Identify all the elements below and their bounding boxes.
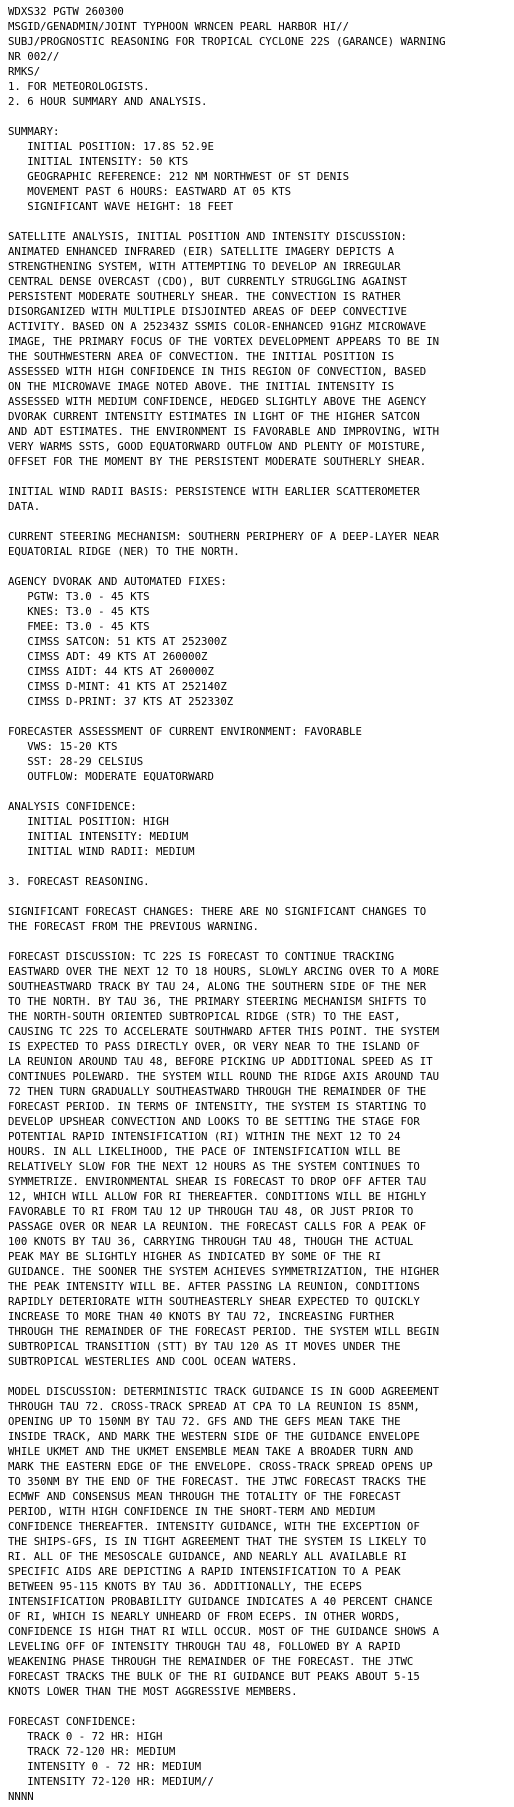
document-line: LA REUNION AROUND TAU 48, BEFORE PICKING UP ADDITIONAL SPEED AS IT — [8, 1055, 433, 1068]
document-line: FMEE: T3.0 - 45 KTS — [8, 620, 150, 633]
document-line: ASSESSED WITH HIGH CONFIDENCE IN THIS REGION OF CONVECTION, BASED — [8, 365, 427, 378]
document-line — [8, 1369, 512, 1384]
document-line: RMKS/ — [8, 65, 41, 78]
document-line: CONTINUES POLEWARD. THE SYSTEM WILL ROUND THE RIDGE AXIS AROUND TAU — [8, 1070, 440, 1083]
document-line: THE FORECAST FROM THE PREVIOUS WARNING. — [8, 920, 259, 933]
document-line: WDXS32 PGTW 260300 — [8, 5, 124, 18]
document-line: THE NORTH-SOUTH ORIENTED SUBTROPICAL RIDGE (STR) TO THE EAST, — [8, 1010, 401, 1023]
document-line — [8, 469, 512, 484]
document-line: RI. ALL OF THE MESOSCALE GUIDANCE, AND NEARLY ALL AVAILABLE RI — [8, 1550, 407, 1563]
document-line: INITIAL WIND RADII BASIS: PERSISTENCE WITH EARLIER SCATTEROMETER — [8, 485, 420, 498]
document-line: CIMSS AIDT: 44 KTS AT 260000Z — [8, 665, 214, 678]
document-line: SOUTHEASTWARD TRACK BY TAU 24, ALONG THE SOUTHERN SIDE OF THE NER — [8, 980, 427, 993]
document-line: MOVEMENT PAST 6 HOURS: EASTWARD AT 05 KTS — [8, 185, 292, 198]
document-line: NR 002// — [8, 50, 60, 63]
document-line: INITIAL POSITION: 17.8S 52.9E — [8, 140, 214, 153]
document-line: BETWEEN 95-115 KNOTS BY TAU 36. ADDITIONALLY, THE ECEPS — [8, 1580, 362, 1593]
document-line: INITIAL WIND RADII: MEDIUM — [8, 845, 195, 858]
document-line: 1. FOR METEOROLOGISTS. — [8, 80, 150, 93]
document-line: THE SOUTHWESTERN AREA OF CONVECTION. THE INITIAL POSITION IS — [8, 350, 395, 363]
document-line: POTENTIAL RAPID INTENSIFICATION (RI) WITHIN THE NEXT 12 TO 24 — [8, 1130, 401, 1143]
document-line: 12, WHICH WILL ALLOW FOR RI THEREAFTER. CONDITIONS WILL BE HIGHLY — [8, 1190, 427, 1203]
document-line — [8, 784, 512, 799]
document-line: SIGNIFICANT FORECAST CHANGES: THERE ARE NO SIGNIFICANT CHANGES TO — [8, 905, 427, 918]
document-line: THE PEAK INTENSITY WILL BE. AFTER PASSING LA REUNION, CONDITIONS — [8, 1280, 420, 1293]
document-line: OUTFLOW: MODERATE EQUATORWARD — [8, 770, 214, 783]
document-line: VERY WARMS SSTS, GOOD EQUATORWARD OUTFLOW AND PLENTY OF MOISTURE, — [8, 440, 427, 453]
document-line: CONFIDENCE THEREAFTER. INTENSITY GUIDANCE, WITH THE EXCEPTION OF — [8, 1520, 420, 1533]
document-line: CENTRAL DENSE OVERCAST (CDO), BUT CURRENTLY STRUGGLING AGAINST — [8, 275, 407, 288]
document-line: CIMSS D-PRINT: 37 KTS AT 252330Z — [8, 695, 234, 708]
document-line: GEOGRAPHIC REFERENCE: 212 NM NORTHWEST OF ST DENIS — [8, 170, 350, 183]
document-line: SYMMETRIZE. ENVIRONMENTAL SHEAR IS FORECAST TO DROP OFF AFTER TAU — [8, 1175, 427, 1188]
document-line: WHILE UKMET AND THE UKMET ENSEMBLE MEAN TAKE A BROADER TURN AND — [8, 1445, 414, 1458]
document-line: TO 350NM BY THE END OF THE FORECAST. THE JTWC FORECAST TRACKS THE — [8, 1475, 427, 1488]
document-line: INTENSITY 0 - 72 HR: MEDIUM — [8, 1760, 202, 1773]
document-line: THE SHIPS-GFS, IS IN TIGHT AGREEMENT THAT THE SYSTEM IS LIKELY TO — [8, 1535, 427, 1548]
document-line: INITIAL INTENSITY: 50 KTS — [8, 155, 189, 168]
document-line: IS EXPECTED TO PASS DIRECTLY OVER, OR VERY NEAR TO THE ISLAND OF — [8, 1040, 420, 1053]
document-line: ANALYSIS CONFIDENCE: — [8, 800, 137, 813]
warning-text-document — [8, 4, 512, 1804]
document-line: SIGNIFICANT WAVE HEIGHT: 18 FEET — [8, 200, 234, 213]
document-line: HOURS. IN ALL LIKELIHOOD, THE PACE OF INTENSIFICATION WILL BE — [8, 1145, 401, 1158]
document-line: TRACK 72-120 HR: MEDIUM — [8, 1745, 176, 1758]
document-line — [8, 214, 512, 229]
document-line: VWS: 15-20 KTS — [8, 740, 118, 753]
document-line — [8, 1699, 512, 1714]
document-line: SUBTROPICAL TRANSITION (STT) BY TAU 120 AS IT MOVES UNDER THE — [8, 1340, 401, 1353]
document-line: ACTIVITY. BASED ON A 252343Z SSMIS COLOR-ENHANCED 91GHZ MICROWAVE — [8, 320, 427, 333]
document-line: SUBTROPICAL WESTERLIES AND COOL OCEAN WATERS. — [8, 1355, 298, 1368]
document-line: NNNN — [8, 1790, 34, 1803]
document-line: THROUGH TAU 72. CROSS-TRACK SPREAD AT CPA TO LA REUNION IS 85NM, — [8, 1400, 420, 1413]
document-line: OFFSET FOR THE MOMENT BY THE PERSISTENT MODERATE SOUTHERLY SHEAR. — [8, 455, 427, 468]
document-line: MSGID/GENADMIN/JOINT TYPHOON WRNCEN PEARL HARBOR HI// — [8, 20, 350, 33]
document-line: PGTW: T3.0 - 45 KTS — [8, 590, 150, 603]
document-line — [8, 859, 512, 874]
document-line: IMAGE, THE PRIMARY FOCUS OF THE VORTEX DEVELOPMENT APPEARS TO BE IN — [8, 335, 440, 348]
document-line: RAPIDLY DETERIORATE WITH SOUTHEASTERLY SHEAR EXPECTED TO QUICKLY — [8, 1295, 420, 1308]
document-line: LEVELING OFF OF INTENSITY THROUGH TAU 48, FOLLOWED BY A RAPID — [8, 1640, 401, 1653]
document-line: ASSESSED WITH MEDIUM CONFIDENCE, HEDGED SLIGHTLY ABOVE THE AGENCY — [8, 395, 427, 408]
document-line: KNES: T3.0 - 45 KTS — [8, 605, 150, 618]
document-line: OF RI, WHICH IS NEARLY UNHEARD OF FROM ECEPS. IN OTHER WORDS, — [8, 1610, 401, 1623]
document-line: AGENCY DVORAK AND AUTOMATED FIXES: — [8, 575, 227, 588]
document-line — [8, 889, 512, 904]
document-line: 72 THEN TURN GRADUALLY SOUTHEASTWARD THROUGH THE REMAINDER OF THE — [8, 1085, 427, 1098]
document-line: INITIAL POSITION: HIGH — [8, 815, 169, 828]
document-line — [8, 559, 512, 574]
document-line: THROUGH THE REMAINDER OF THE FORECAST PERIOD. THE SYSTEM WILL BEGIN — [8, 1325, 440, 1338]
document-line: CIMSS ADT: 49 KTS AT 260000Z — [8, 650, 208, 663]
document-line: EASTWARD OVER THE NEXT 12 TO 18 HOURS, SLOWLY ARCING OVER TO A MORE — [8, 965, 440, 978]
document-line: DVORAK CURRENT INTENSITY ESTIMATES IN LIGHT OF THE HIGHER SATCON — [8, 410, 420, 423]
document-line: AND ADT ESTIMATES. THE ENVIRONMENT IS FAVORABLE AND IMPROVING, WITH — [8, 425, 440, 438]
document-line: FORECAST DISCUSSION: TC 22S IS FORECAST TO CONTINUE TRACKING — [8, 950, 395, 963]
document-line: DISORGANIZED WITH MULTIPLE DISJOINTED AREAS OF DEEP CONVECTIVE — [8, 305, 407, 318]
document-line: SUBJ/PROGNOSTIC REASONING FOR TROPICAL CYCLONE 22S (GARANCE) WARNING — [8, 35, 446, 48]
document-line: CIMSS D-MINT: 41 KTS AT 252140Z — [8, 680, 227, 693]
document-line: RELATIVELY SLOW FOR THE NEXT 12 HOURS AS THE SYSTEM CONTINUES TO — [8, 1160, 420, 1173]
document-line: KNOTS LOWER THAN THE MOST AGGRESSIVE MEMBERS. — [8, 1685, 298, 1698]
document-line: TO THE NORTH. BY TAU 36, THE PRIMARY STEERING MECHANISM SHIFTS TO — [8, 995, 427, 1008]
document-line: OPENING UP TO 150NM BY TAU 72. GFS AND THE GEFS MEAN TAKE THE — [8, 1415, 401, 1428]
document-line: ECMWF AND CONSENSUS MEAN THROUGH THE TOTALITY OF THE FORECAST — [8, 1490, 401, 1503]
document-line: DEVELOP UPSHEAR CONVECTION AND LOOKS TO BE SETTING THE STAGE FOR — [8, 1115, 420, 1128]
document-line — [8, 514, 512, 529]
document-line: FORECASTER ASSESSMENT OF CURRENT ENVIRONMENT: FAVORABLE — [8, 725, 362, 738]
document-line: DATA. — [8, 500, 41, 513]
document-line: SPECIFIC AIDS ARE DEPICTING A RAPID INTENSIFICATION TO A PEAK — [8, 1565, 401, 1578]
document-line: FAVORABLE TO RI FROM TAU 12 UP THROUGH TAU 48, OR JUST PRIOR TO — [8, 1205, 414, 1218]
document-line: CAUSING TC 22S TO ACCELERATE SOUTHWARD AFTER THIS POINT. THE SYSTEM — [8, 1025, 440, 1038]
document-line — [8, 109, 512, 124]
document-line: MODEL DISCUSSION: DETERMINISTIC TRACK GUIDANCE IS IN GOOD AGREEMENT — [8, 1385, 440, 1398]
document-line: STRENGTHENING SYSTEM, WITH ATTEMPTING TO DEVELOP AN IRREGULAR — [8, 260, 401, 273]
document-line: FORECAST PERIOD. IN TERMS OF INTENSITY, THE SYSTEM IS STARTING TO — [8, 1100, 427, 1113]
document-line: SUMMARY: — [8, 125, 60, 138]
document-line: EQUATORIAL RIDGE (NER) TO THE NORTH. — [8, 545, 240, 558]
document-line: ON THE MICROWAVE IMAGE NOTED ABOVE. THE INITIAL INTENSITY IS — [8, 380, 395, 393]
document-line: MARK THE EASTERN EDGE OF THE ENVELOPE. CROSS-TRACK SPREAD OPENS UP — [8, 1460, 433, 1473]
document-line: GUIDANCE. THE SOONER THE SYSTEM ACHIEVES SYMMETRIZATION, THE HIGHER — [8, 1265, 440, 1278]
document-line: INTENSITY 72-120 HR: MEDIUM// — [8, 1775, 214, 1788]
document-line: PASSAGE OVER OR NEAR LA REUNION. THE FORECAST CALLS FOR A PEAK OF — [8, 1220, 427, 1233]
document-line: SATELLITE ANALYSIS, INITIAL POSITION AND INTENSITY DISCUSSION: — [8, 230, 407, 243]
document-line: FORECAST CONFIDENCE: — [8, 1715, 137, 1728]
document-line: SST: 28-29 CELSIUS — [8, 755, 144, 768]
document-line: WEAKENING PHASE THROUGH THE REMAINDER OF THE FORECAST. THE JTWC — [8, 1655, 414, 1668]
document-line: INCREASE TO MORE THAN 40 KNOTS BY TAU 72, INCREASING FURTHER — [8, 1310, 395, 1323]
document-line: CIMSS SATCON: 51 KTS AT 252300Z — [8, 635, 227, 648]
document-line: INITIAL INTENSITY: MEDIUM — [8, 830, 189, 843]
document-line: ANIMATED ENHANCED INFRARED (EIR) SATELLITE IMAGERY DEPICTS A — [8, 245, 395, 258]
document-line: INTENSIFICATION PROBABILITY GUIDANCE INDICATES A 40 PERCENT CHANCE — [8, 1595, 433, 1608]
document-line: FORECAST TRACKS THE BULK OF THE RI GUIDANCE BUT PEAKS ABOUT 5-15 — [8, 1670, 420, 1683]
document-line: 2. 6 HOUR SUMMARY AND ANALYSIS. — [8, 95, 208, 108]
document-line: PERIOD, WITH HIGH CONFIDENCE IN THE SHORT-TERM AND MEDIUM — [8, 1505, 375, 1518]
document-line — [8, 709, 512, 724]
document-line: INSIDE TRACK, AND MARK THE WESTERN SIDE OF THE GUIDANCE ENVELOPE — [8, 1430, 420, 1443]
document-line: CONFIDENCE IS HIGH THAT RI WILL OCCUR. MOST OF THE GUIDANCE SHOWS A — [8, 1625, 440, 1638]
document-line — [8, 934, 512, 949]
document-line: 3. FORECAST REASONING. — [8, 875, 150, 888]
document-line: 100 KNOTS BY TAU 36, CARRYING THROUGH TAU 48, THOUGH THE ACTUAL — [8, 1235, 414, 1248]
document-line: TRACK 0 - 72 HR: HIGH — [8, 1730, 163, 1743]
document-line: PERSISTENT MODERATE SOUTHERLY SHEAR. THE CONVECTION IS RATHER — [8, 290, 401, 303]
document-line: CURRENT STEERING MECHANISM: SOUTHERN PERIPHERY OF A DEEP-LAYER NEAR — [8, 530, 440, 543]
document-line: PEAK MAY BE SLIGHTLY HIGHER AS INDICATED BY SOME OF THE RI — [8, 1250, 382, 1263]
